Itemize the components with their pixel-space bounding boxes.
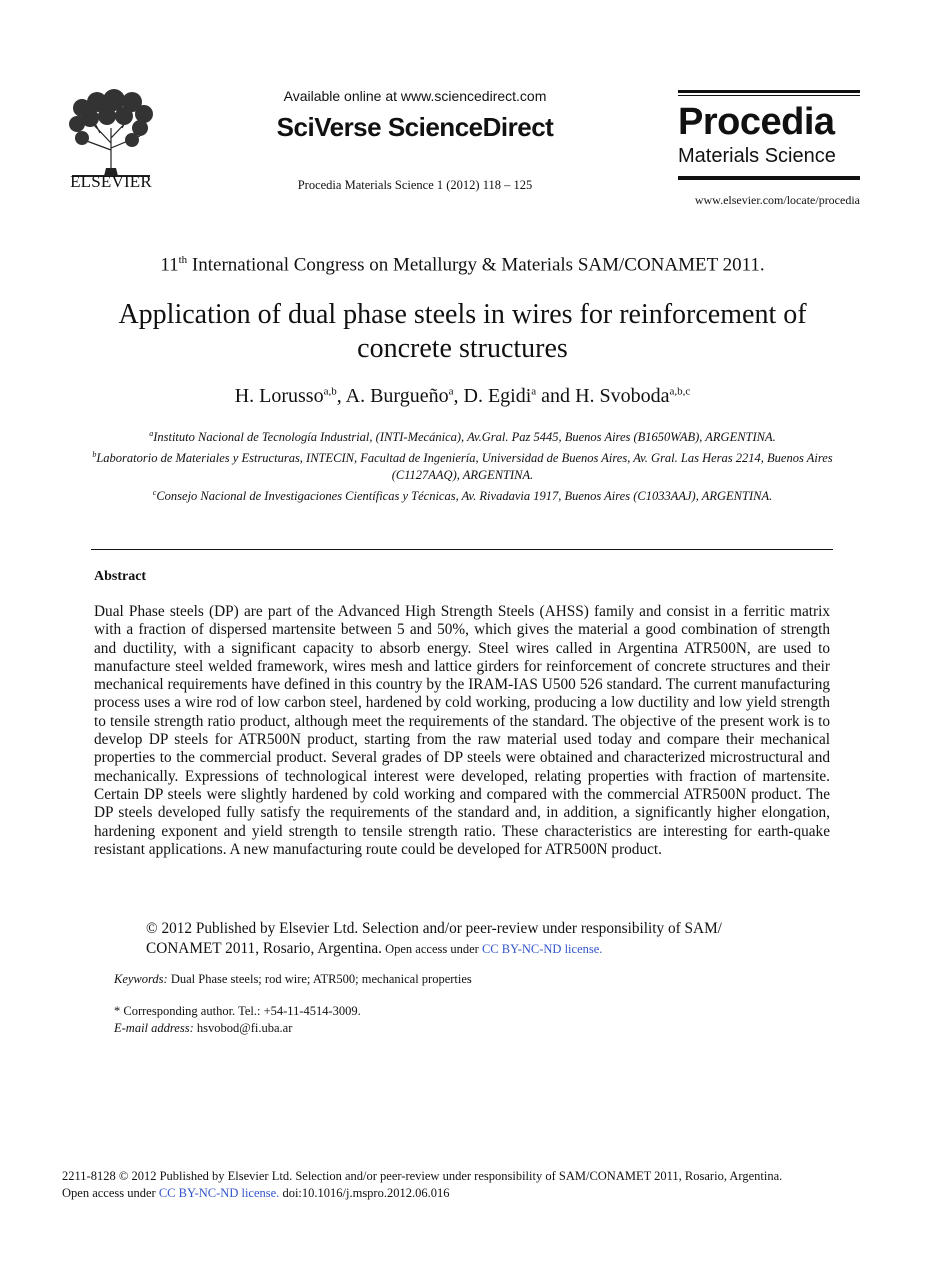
affiliation	[80, 446, 845, 484]
author-name: H. Svoboda	[575, 385, 670, 407]
journal-subtitle: Materials Science	[678, 145, 836, 167]
available-online: Available online at www.sciencedirect.com	[283, 88, 547, 104]
footer-doi: doi:10.1016/j.mspro.2012.06.016	[279, 1186, 450, 1200]
congress-superscript: th	[178, 254, 188, 266]
journal-reference: Procedia Materials Science 1 (2012) 118 – 125	[297, 178, 533, 192]
journal-url[interactable]: www.elsevier.com/locate/procedia	[694, 193, 860, 207]
abstract-body: Dual Phase steels (DP) are part of the Advanced High Strength Steels (AHSS) family and consist in a ferritic matrix with a fraction of dispersed martensite between 5 and 50%, which gives the material a good combination of strength and ductility, with a significant capacity to absorb energy. Steel wires called in Argentina ATR500N, are used to manufacture steel welded framework, wires mesh and lattice girders for reinforcement of concrete structures and their mechanical requirements have defined in this country by the IRAM-IAS U500 526 standard. The current manufacturing process uses a wire rod of low carbon steel, hardened by cold working, producing a low ductility and low yield strength to tensile strength ratio product, although meet the requirements of the standard. The objective of the present work is to develop DP steels for ATR500N product, starting from the raw material used today and compare their mechanical properties to the commercial product. Several grades of DP steels were obtained and characterized microstructural and mechanically. Expressions of technological interest were developed, relating properties with fraction of martensite. Certain DP steels were slightly hardened by cold working and compared with the commercial ATR500N product. The DP steels developed fully satisfy the requirements of the standard and, in addition, a significantly higher elongation, hardening exponent and yield strength to tensile strength ratio. These characteristics are interesting for earth-quake resistant applications. A new manufacturing route could be developed for ATR500N product.	[94, 603, 830, 858]
publisher-name: ELSEVIER	[70, 172, 152, 191]
affiliation-sup: a	[149, 429, 154, 438]
logo-rule	[678, 90, 860, 93]
author-affil-sup: a	[531, 385, 537, 398]
affiliation-text: Instituto Nacional de Tecnología Industrial, (INTI-Mecánica), Av.Gral. Paz 5445, Buenos Aires (B1650WAB), ARGENTINA.	[153, 430, 776, 445]
author-affil-sup: a	[448, 385, 454, 398]
affiliations	[80, 425, 845, 505]
abstract-heading: Abstract	[94, 569, 147, 584]
congress-rest: International Congress on Metallurgy & Materials SAM/CONAMET 2011.	[187, 254, 765, 276]
corresponding-author: * Corresponding author. Tel.: +54-11-4514-3009.	[114, 1004, 361, 1018]
congress-prefix: 11	[160, 254, 179, 276]
copyright-notice	[146, 919, 796, 959]
author-affil-sup: a,b,c	[669, 385, 691, 398]
author-name: D. Egidi	[463, 385, 532, 407]
platform-logo: SciVerse ScienceDirect	[276, 112, 554, 142]
license-link[interactable]: CC BY-NC-ND license.	[481, 942, 603, 956]
affiliation	[80, 425, 845, 446]
journal-logo	[678, 90, 860, 180]
logo-rule	[678, 95, 860, 96]
footer-open-access: Open access under	[62, 1186, 159, 1200]
affiliation-sup: b	[92, 450, 97, 460]
email-address[interactable]: hsvobod@fi.uba.ar	[193, 1021, 293, 1035]
author-list	[80, 385, 845, 408]
author-sep: and	[536, 385, 576, 407]
section-divider	[91, 549, 833, 550]
author-affil-sup: a,b	[323, 385, 337, 398]
keywords	[114, 972, 472, 987]
footer-license-link[interactable]: CC BY-NC-ND license.	[158, 1186, 280, 1200]
journal-brand: Procedia	[678, 101, 835, 143]
keywords-label: Keywords:	[114, 972, 168, 986]
affiliation-sup: c	[152, 488, 157, 498]
author-name: A. Burgueño	[345, 385, 449, 407]
correspondence	[114, 1003, 361, 1037]
congress-line	[0, 254, 925, 276]
open-access-label: Open access under	[381, 942, 482, 956]
footer-copyright: 2211-8128 © 2012 Published by Elsevier Ltd. Selection and/or peer-review under responsibility of SAM/CONAMET 2011, Rosario, Argentina.	[62, 1169, 783, 1183]
affiliation-text: Laboratorio de Materiales y Estructuras, INTECIN, Facultad de Ingeniería, Universidad de Buenos Aires, Av. Gral. Las Heras 2214, Buenos Aires (C1127AAQ), ARGENTINA.	[96, 451, 833, 483]
logo-rule	[678, 177, 860, 180]
footer-license-line	[62, 1185, 882, 1202]
affiliation	[80, 484, 845, 505]
email-line	[114, 1020, 361, 1037]
affiliation-text: Consejo Nacional de Investigaciones Científicas y Técnicas, Av. Rivadavia 1917, Buenos Aires (C1033AAJ), ARGENTINA.	[156, 489, 773, 504]
author-sep: ,	[453, 385, 464, 407]
email-label: E-mail address:	[114, 1021, 194, 1035]
paper-title: Application of dual phase steels in wires for reinforcement of concrete structures	[118, 299, 807, 364]
footer	[62, 1168, 882, 1202]
keywords-text: Dual Phase steels; rod wire; ATR500; mechanical properties	[167, 972, 472, 986]
copyright-text: © 2012 Published by Elsevier Ltd. Selection and/or peer-review under responsibility of SAM/ CONAMET 2011, Rosario, Argentina.	[146, 920, 722, 957]
author-sep: ,	[336, 385, 346, 407]
author-name: H. Lorusso	[234, 385, 324, 407]
